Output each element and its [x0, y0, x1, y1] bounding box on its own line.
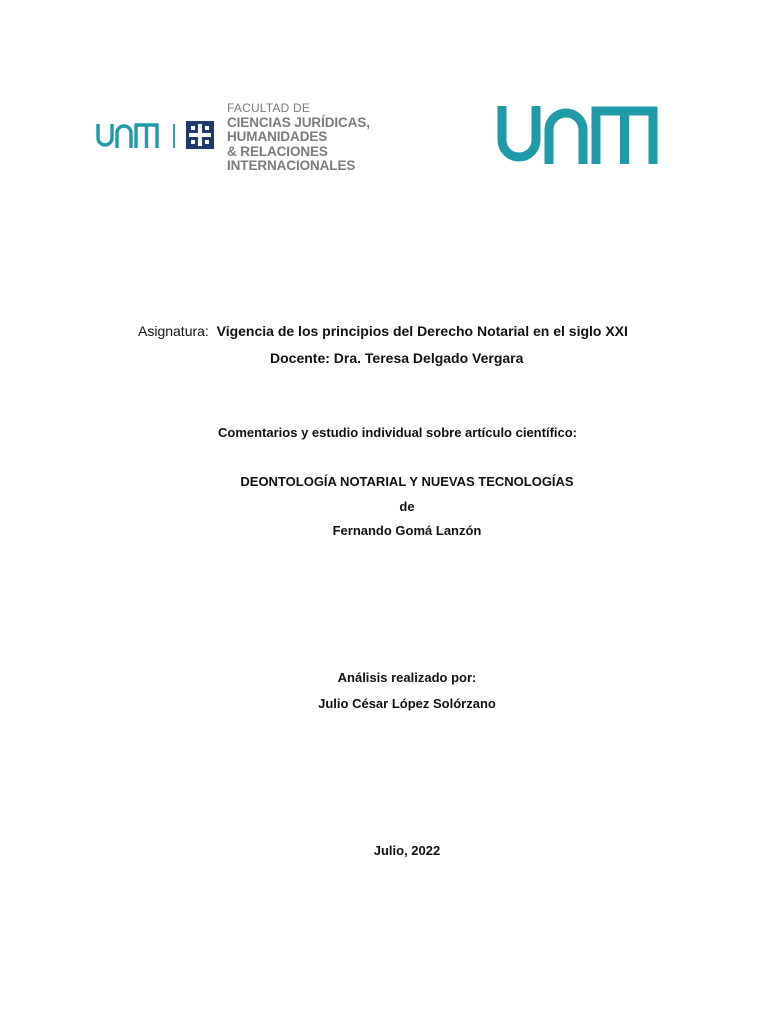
article-title: DEONTOLOGÍA NOTARIAL Y NUEVAS TECNOLOGÍAS	[240, 474, 574, 489]
analysis-label: Análisis realizado por:	[337, 670, 477, 685]
analyst-name: Julio César López Solórzano	[318, 696, 496, 711]
document-date: Julio, 2022	[373, 843, 441, 858]
logo-divider	[173, 124, 175, 148]
faculty-name-line: & RELACIONES	[227, 143, 328, 159]
subject-label: Asignatura:	[138, 323, 209, 339]
faculty-name-line: HUMANIDADES	[227, 129, 328, 144]
uam-small-logo-icon	[96, 121, 160, 151]
faculty-name-line: CIENCIAS JURÍDICAS,	[227, 114, 370, 130]
subject-value: Vigencia de los principios del Derecho Notarial en el siglo XXI	[216, 323, 628, 339]
teacher-line	[270, 350, 523, 366]
faculty-name	[227, 101, 370, 174]
author-name: Fernando Gomá Lanzón	[332, 523, 482, 538]
faculty-name-line: FACULTAD DE	[227, 101, 311, 115]
by-word: de	[399, 499, 415, 514]
uam-large-logo-icon	[497, 104, 659, 166]
faculty-name-line: INTERNACIONALES	[227, 158, 356, 173]
faculty-logo	[96, 101, 371, 171]
teacher-value: Dra. Teresa Delgado Vergara	[333, 350, 524, 366]
faculty-cross-emblem-icon	[186, 121, 214, 149]
subject-line	[138, 323, 628, 339]
teacher-label: Docente:	[270, 350, 330, 366]
study-description: Comentarios y estudio individual sobre artículo científico:	[218, 425, 578, 440]
